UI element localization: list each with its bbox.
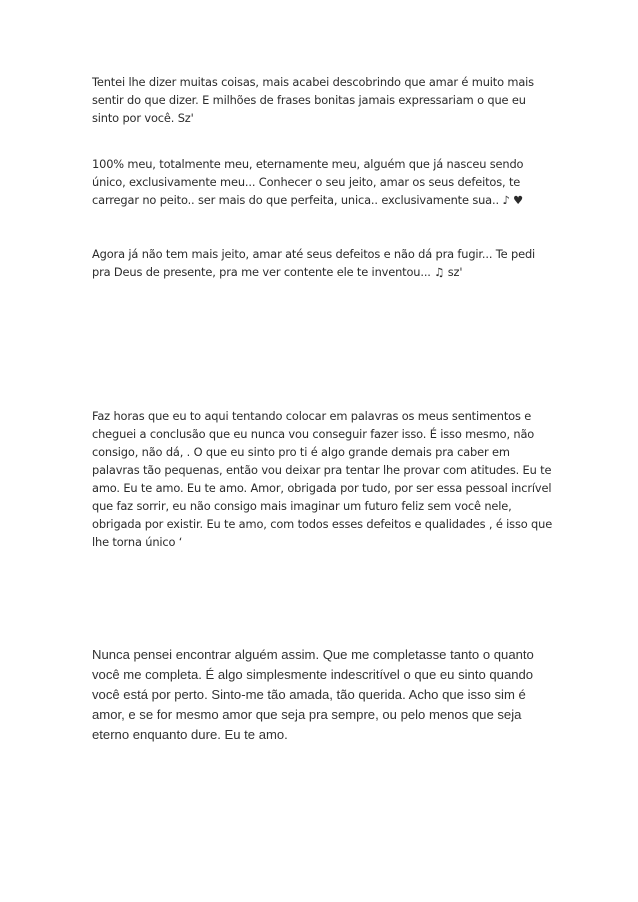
paragraph-3: Agora já não tem mais jeito, amar até seus defeitos e não dá pra fugir... Te pedi pra Deus de presente, pra me ver contente ele te inventou... ♫ sz' (92, 247, 536, 279)
paragraph-1: Tentei lhe dizer muitas coisas, mais acabei descobrindo que amar é muito mais sentir do que dizer. E milhões de frases bonitas jamais expressariam o que eu sinto por você. Sz' (92, 75, 534, 125)
paragraph-4: Faz horas que eu to aqui tentando colocar em palavras os meus sentimentos e cheguei a conclusão que eu nunca vou conseguir fazer isso. É isso mesmo, não consigo, não dá, . O que eu sinto pro ti é algo grande demais pra caber em palavras tão pequenas, então vou deixar pra tentar lhe provar com atitudes. Eu te amo. Eu te amo. Eu te amo. Amor, obrigada por tudo, por ser essa pessoal incrível que faz sorrir, eu não consigo mais imaginar um futuro feliz sem você nele, obrigada por existir. Eu te amo, com todos esses defeitos e qualidades , é isso que lhe torna único ‘ (92, 409, 553, 549)
paragraph-2: 100% meu, totalmente meu, eternamente meu, alguém que já nasceu sendo único, exclusivamente meu... Conhecer o seu jeito, amar os seus defeitos, te carregar no peito.. ser mais do que perfeita, unica.. exclusivamente sua.. ♪ ♥ (92, 157, 524, 207)
paragraph-5: Nunca pensei encontrar alguém assim. Que me completasse tanto o quanto você me completa. É algo simplesmente indescritível o que eu sinto quando você está por perto. Sinto-me tão amada, tão querida. Acho que isso sim é amor, e se for mesmo amor que seja pra sempre, ou pelo menos que seja eterno enquanto dure. Eu te amo. (92, 647, 534, 742)
